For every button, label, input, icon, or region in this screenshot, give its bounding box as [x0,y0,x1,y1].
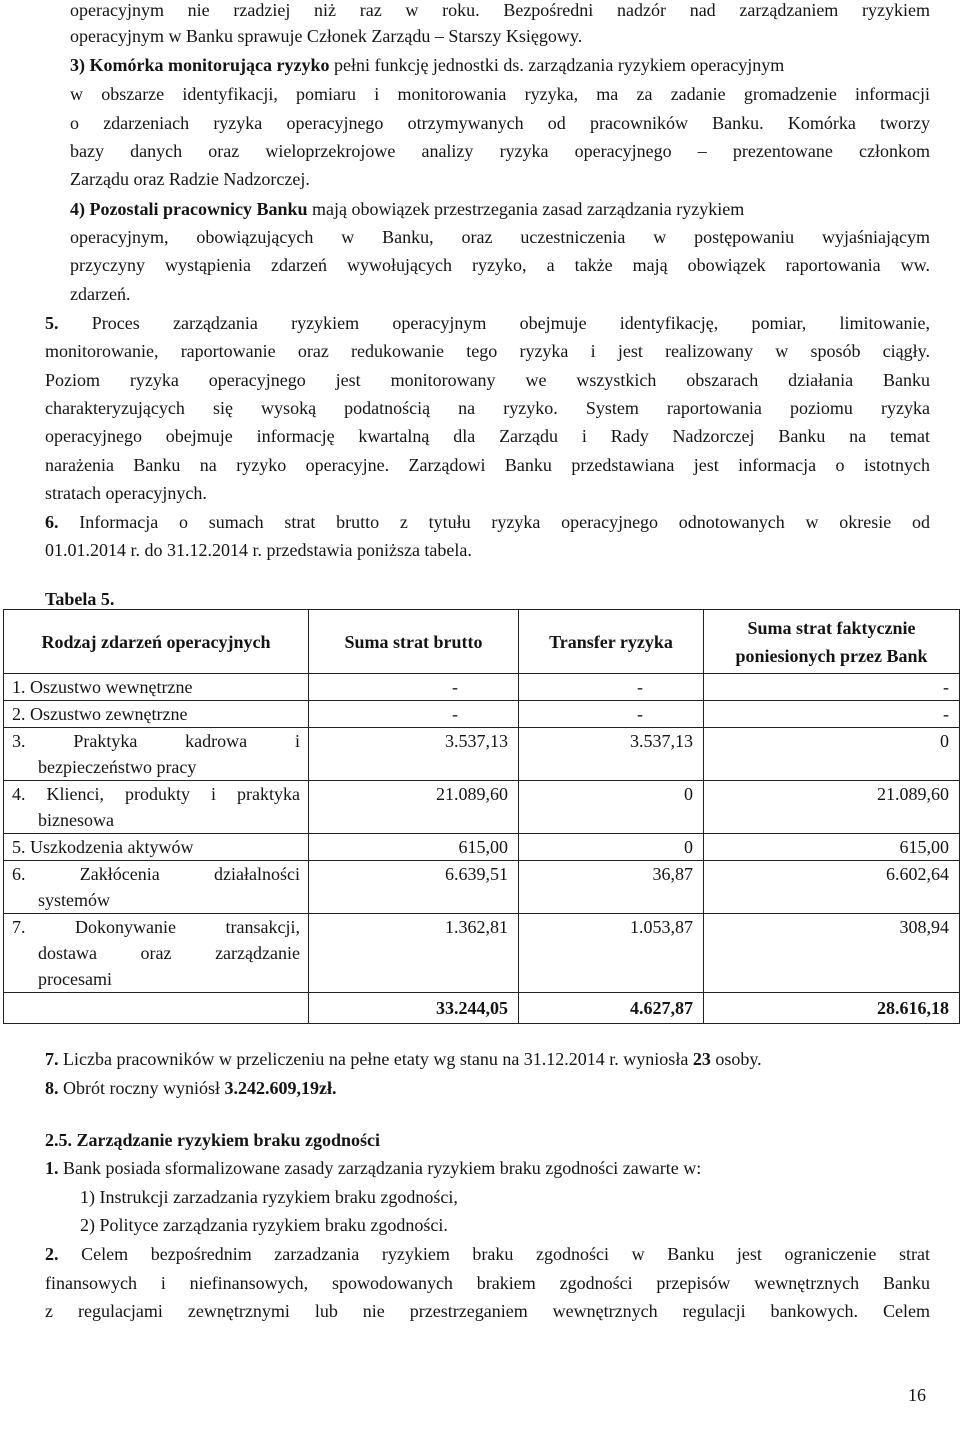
loss-table [3,609,960,1024]
text-line: Informacja o sumach strat brutto z tytułu ryzyka operacyjnego odnotowanych w okresie od [79,512,931,532]
event-type-cell [4,728,309,781]
event-type-cell [4,914,309,993]
text-line: narażenia Banku na ryzyko operacyjne. Zarządowi Banku przedstawiana jest informacja o istotnych [45,455,930,475]
bold-lead: 4) Pozostali pracownicy Banku [70,199,308,219]
paragraph-line [45,394,930,422]
label-line: 4. Klienci, produkty i praktyka [12,784,300,804]
table-caption: Tabela 5. [45,589,115,609]
bold-lead: 3) Komórka monitorująca ryzyko [70,55,330,75]
label-line: systemów [38,890,110,910]
actual-loss-total: 28.616,18 [704,993,960,1024]
gross-loss-cell: - [309,701,519,728]
header-gross-loss: Suma strat brutto [309,610,519,674]
text-line: finansowych i niefinansowych, spowodowanych brakiem zgodności przepisów wewnętrznych Banku [45,1273,930,1293]
text-line: Celem bezpośrednim zarzadzania ryzykiem braku zgodności w Banku jest ograniczenie strat [81,1244,931,1264]
header-event-type: Rodzaj zdarzeń operacyjnych [4,610,309,674]
text-line: Proces zarządzania ryzykiem operacyjnym obejmuje identyfikację, pomiar, limitowanie, [91,313,931,333]
section-point-2-first-line [45,1240,930,1268]
table-row [4,701,960,728]
paragraph-line [45,422,930,450]
paragraph-5-first-line [45,309,930,337]
actual-loss-cell: - [704,674,960,701]
actual-loss-cell: 21.089,60 [704,781,960,834]
text-line: o zdarzeniach ryzyka operacyjnego otrzymywanych od pracowników Banku. Komórka tworzy [70,113,930,133]
actual-loss-cell: 308,94 [704,914,960,993]
paragraph-line [70,0,930,24]
label-line: bezpieczeństwo pracy [38,757,197,777]
paragraph-line [45,451,930,479]
paragraph-line [45,1297,930,1325]
section-point-1 [45,1154,701,1182]
text-line: przyczyny wystąpienia zdarzeń wywołujących ryzyko, a także mają obowiązek raportowania ww. [70,255,930,275]
table-totals-row [4,993,960,1024]
text-line: Liczba pracowników w przeliczeniu na pełne etaty wg stanu na 31.12.2014 r. wyniosła [63,1049,689,1069]
list-item: 1) Instrukcji zarzadzania ryzykiem braku zgodności, [80,1187,458,1207]
label-line: dostawa oraz zarządzanie [38,943,300,963]
actual-loss-cell: 0 [704,728,960,781]
text-line: operacyjnym, obowiązujących w Banku, oraz uczestniczenia w postępowaniu wyjaśniającym [70,227,930,247]
item-8 [45,1074,336,1102]
text-line: Poziom ryzyka operacyjnego jest monitorowany we wszystkich obszarach działania Banku [45,370,930,390]
text-line: operacyjnym w Banku sprawuje Członek Zarządu – Starszy Księgowy. [70,26,583,46]
gross-loss-cell: 3.537,13 [309,728,519,781]
section-number: 1. [45,1158,59,1178]
text-line: w obszarze identyfikacji, pomiaru i monitorowania ryzyka, ma za zadanie gromadzenie informacji [70,84,930,104]
paragraph-line [45,337,930,365]
event-type-cell [4,861,309,914]
text-line: operacyjnym nie rzadziej niż raz w roku. Bezpośredni nadzór nad zarządzaniem ryzykiem [70,0,930,20]
text-line: Zarządu oraz Radzie Nadzorczej. [70,169,310,189]
event-type-cell [4,781,309,834]
paragraph-line [70,109,930,137]
list-item: 2) Polityce zarządzania ryzykiem braku zgodności. [80,1215,448,1235]
section-number: 6. [45,512,59,532]
section-title: 2.5. Zarządzanie ryzykiem braku zgodności [45,1130,380,1150]
totals-label-cell [4,993,309,1024]
gross-loss-cell: 1.362,81 [309,914,519,993]
header-actual-loss: Suma strat faktycznie poniesionych przez Bank [704,610,960,674]
annual-turnover: 3.242.609,19zł. [224,1078,337,1098]
risk-transfer-total: 4.627,87 [519,993,704,1024]
paragraph-line [45,536,472,564]
paragraph-3-first-line [70,51,784,79]
page-number: 16 [908,1385,926,1405]
text-line: z regulacjami zewnętrznymi lub nie przestrzeganiem wewnętrznych regulacji bankowych. Celem [45,1301,930,1321]
table-row [4,781,960,834]
paragraph-line [70,223,930,251]
text-line: mają obowiązek przestrzegania zasad zarządzania ryzykiem [312,199,745,219]
table-row [4,834,960,861]
risk-transfer-cell: - [519,674,704,701]
event-type-cell: 2. Oszustwo zewnętrzne [4,701,309,728]
section-number: 8. [45,1078,59,1098]
text-line: Bank posiada sformalizowane zasady zarządzania ryzykiem braku zgodności zawarte w: [63,1158,702,1178]
paragraph-line [70,280,130,308]
risk-transfer-cell: 0 [519,834,704,861]
gross-loss-cell: - [309,674,519,701]
risk-transfer-cell: 36,87 [519,861,704,914]
section-number: 5. [45,313,59,333]
paragraph-4-first-line [70,195,744,223]
actual-loss-cell: 6.602,64 [704,861,960,914]
label-line: 6. Zakłócenia działalności [12,864,300,884]
event-type-cell: 5. Uszkodzenia aktywów [4,834,309,861]
risk-transfer-cell: - [519,701,704,728]
label-line: biznesowa [38,810,114,830]
table-row [4,861,960,914]
event-type-cell: 1. Oszustwo wewnętrzne [4,674,309,701]
text-line: charakteryzujących się wysoką podatnością na ryzyko. System raportowania poziomu ryzyka [45,398,930,418]
gross-loss-cell: 6.639,51 [309,861,519,914]
risk-transfer-cell: 1.053,87 [519,914,704,993]
risk-transfer-cell: 0 [519,781,704,834]
text-line: pełni funkcję jednostki ds. zarządzania ryzykiem operacyjnym [333,55,785,75]
paragraph-line [70,80,930,108]
label-line: procesami [38,969,112,989]
paragraph-line [45,366,930,394]
text-line: osoby. [715,1049,762,1069]
gross-loss-total: 33.244,05 [309,993,519,1024]
text-line: Obrót roczny wyniósł [63,1078,220,1098]
actual-loss-cell: - [704,701,960,728]
paragraph-6-first-line [45,508,930,536]
paragraph-line [70,251,930,279]
label-line: 7. Dokonywanie transakcji, [12,917,300,937]
section-number: 2. [45,1244,59,1264]
table-header-row [4,610,960,674]
actual-loss-cell: 615,00 [704,834,960,861]
text-line: stratach operacyjnych. [45,483,207,503]
text-line: operacyjnego obejmuje informację kwartalną dla Zarządu i Rady Nadzorczej Banku na temat [45,426,930,446]
paragraph-line [45,1269,930,1297]
paragraph-line [70,137,930,165]
paragraph-line [45,479,207,507]
gross-loss-cell: 615,00 [309,834,519,861]
text-line: monitorowanie, raportowanie oraz redukowanie tego ryzyka i jest realizowany w sposób ciągły. [45,341,930,361]
section-number: 7. [45,1049,59,1069]
employee-count: 23 [692,1049,711,1069]
paragraph-line [70,22,582,50]
table-row [4,728,960,781]
text-line: bazy danych oraz wieloprzekrojowe analizy ryzyka operacyjnego – prezentowane członkom [70,141,930,161]
label-line: 3. Praktyka kadrowa i [12,731,300,751]
text-line: zdarzeń. [70,284,131,304]
item-7 [45,1045,762,1073]
text-line: 01.01.2014 r. do 31.12.2014 r. przedstawia poniższa tabela. [45,540,472,560]
gross-loss-cell: 21.089,60 [309,781,519,834]
table-row [4,674,960,701]
paragraph-line [70,165,310,193]
header-risk-transfer: Transfer ryzyka [519,610,704,674]
table-row [4,914,960,993]
risk-transfer-cell: 3.537,13 [519,728,704,781]
